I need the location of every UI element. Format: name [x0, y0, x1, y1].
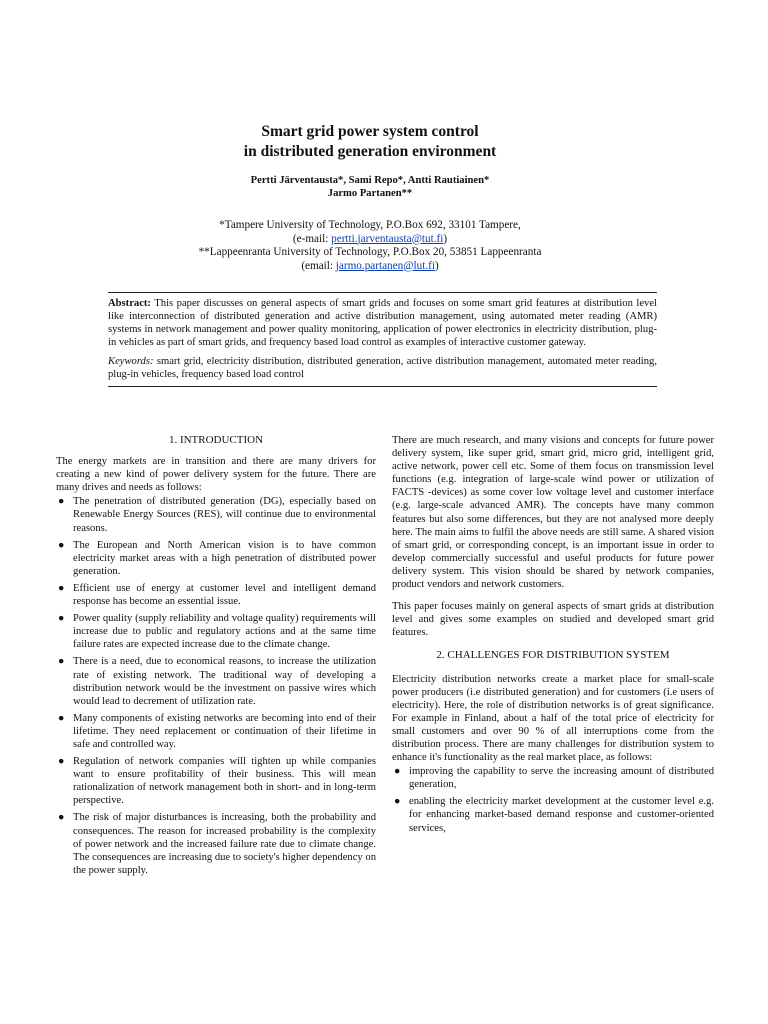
list-item-text: The penetration of distributed generation (DG), especially based on Renewable Energy Sources (RES), will continue due to environmental reasons.	[73, 496, 376, 534]
email-link-lut[interactable]: jarmo.partanen@lut.fi	[335, 259, 435, 272]
affiliations	[0, 219, 740, 273]
drivers-bullet-list	[56, 495, 376, 877]
list-item-text: There is a need, due to economical reasons, to increase the utilization rate of existing network. The traditional way of developing a distribution network would be the investment on passive wires which would lead to decrement of utilization rate.	[73, 656, 376, 707]
list-item-text: Regulation of network companies will tighten up while companies want to ensure profitability of their business. This will mean rationalization of network management both in short- and in long-term perspective.	[73, 756, 376, 807]
focus-paragraph: This paper focuses mainly on general aspects of smart grids at distribution level and gives some examples on studied and developed smart grid features.	[392, 601, 714, 639]
list-item	[56, 755, 376, 807]
list-item	[56, 495, 376, 534]
affiliation-lappeenranta: **Lappeenranta University of Technology, P.O.Box 20, 53851 Lappeenranta	[198, 246, 542, 258]
authors-line-1: Pertti Järventausta*, Sami Repo*, Antti Rautiainen*	[250, 175, 490, 186]
concepts-paragraph: There are much research, and many visions and concepts for future power delivery system, like super grid, smart grid, micro grid, intelligent grid, active network, power cell etc. Some of them focus on transmission level functions (e.g. integration of large-scale wind power or utilization of FACTS -devices) as some cover low voltage level and customer interface (e.g. large-scale advanced AMR). The concepts have many common features but also some differences, but they are not analysed more deeply here. The main aims to fulfil the above needs are still same. A shared vision of smart grid, or corresponding concept, is an important issue in order to develop commercially successful and useful products for future power delivery system. This vision should be shared by network companies, product vendors and network customers.	[392, 435, 714, 591]
list-item	[392, 795, 714, 834]
list-item	[392, 765, 714, 791]
list-item-text: Many components of existing networks are becoming into end of their lifetime. They need replacement or continuation of their lifetime in safe and controlled way.	[73, 712, 376, 750]
bullet-icon: ●	[58, 613, 65, 625]
title-line-1: Smart grid power system control	[261, 123, 479, 140]
list-item-text: Efficient use of energy at customer level and intelligent demand response has become an essential issue.	[73, 582, 376, 608]
email-link-tut[interactable]: pertti.jarventausta@tut.fi	[331, 232, 444, 245]
paper-title	[0, 122, 740, 162]
list-item-text: The European and North American vision is to have common electricity market areas with a high penetration of distributed power generation.	[73, 539, 376, 577]
abstract-label: Abstract:	[108, 298, 151, 309]
author-list	[0, 174, 740, 200]
abstract-text: This paper discusses on general aspects of smart grids and focuses on some smart grid features at distribution level like interconnection of distributed generation and active distribution management, using automated meter reading (AMR) systems in network management and power quality monitoring, application of power electronics in electricity distribution, plug-in vehicles as part of smart grids, and frequency based load control as examples of interactive customer gateway.	[108, 298, 657, 348]
bullet-icon: ●	[58, 656, 65, 668]
list-item	[56, 582, 376, 608]
email-suffix: )	[443, 232, 448, 245]
keywords-paragraph	[108, 355, 657, 381]
list-item-text: Power quality (supply reliability and voltage quality) requirements will increase due to public and regulatory actions and at the same time failure rates are expected increase due to the climate change.	[73, 613, 376, 651]
list-item-text: enabling the electricity market development at the customer level e.g. for enhancing market-based demand response and customer-oriented services,	[409, 796, 714, 834]
bullet-icon: ●	[58, 539, 65, 551]
affiliation-email-1-line	[0, 233, 740, 247]
abstract-section	[108, 292, 657, 387]
challenges-paragraph: Electricity distribution networks create a market place for small-scale power producers (i.e distributed generation) and for customers (i.e users of electricity). Here, the role of distribution networks is of great significance. For example in Finland, about a half of the total price of electricity for small customers and over 90 % of all interruptions come from the distribution process. There are many challenges for distribution system to enhance it's functionality as the real market place, as follows:	[392, 673, 714, 764]
bullet-icon: ●	[394, 796, 401, 808]
bullet-icon: ●	[394, 766, 401, 778]
authors-line-2: Jarmo Partanen**	[327, 188, 413, 199]
left-column	[56, 434, 376, 881]
bullet-icon: ●	[58, 712, 65, 724]
list-item-text: The risk of major disturbances is increasing, both the probability and consequences. The reason for increased probability is the complexity of power network and the increased failure rate due to climate change. The consequences are increasing due to society's higher dependency on the power supply.	[73, 812, 376, 876]
bullet-icon: ●	[58, 812, 65, 824]
list-item	[56, 655, 376, 707]
list-item-text: improving the capability to serve the increasing amount of distributed generation,	[409, 766, 714, 791]
list-item	[56, 811, 376, 876]
section-heading-challenges: 2. CHALLENGES FOR DISTRIBUTION SYSTEM	[436, 649, 670, 662]
affiliation-tampere: *Tampere University of Technology, P.O.Box 692, 33101 Tampere,	[219, 219, 521, 231]
keywords-label: Keywords:	[108, 356, 154, 367]
section-heading-introduction: 1. INTRODUCTION	[168, 434, 264, 446]
list-item	[56, 712, 376, 751]
bullet-icon: ●	[58, 496, 65, 508]
email-prefix: (email:	[301, 259, 336, 272]
list-item	[56, 539, 376, 578]
abstract-paragraph	[108, 297, 657, 349]
bullet-icon: ●	[58, 582, 65, 594]
title-line-2: in distributed generation environment	[243, 143, 497, 160]
email-suffix: )	[434, 259, 439, 272]
list-item	[56, 612, 376, 651]
affiliation-email-2-line	[0, 260, 740, 274]
intro-paragraph: The energy markets are in transition and there are many drivers for creating a new kind of power delivery system for the future. There are many drives and needs as follows:	[56, 456, 376, 494]
challenges-bullet-list	[392, 765, 714, 834]
bullet-icon: ●	[58, 756, 65, 768]
keywords-text: smart grid, electricity distribution, distributed generation, active distribution management, automated meter reading, plug-in vehicles, frequency based load control	[108, 356, 657, 380]
right-column	[392, 434, 714, 839]
email-prefix: (e-mail:	[292, 232, 332, 245]
